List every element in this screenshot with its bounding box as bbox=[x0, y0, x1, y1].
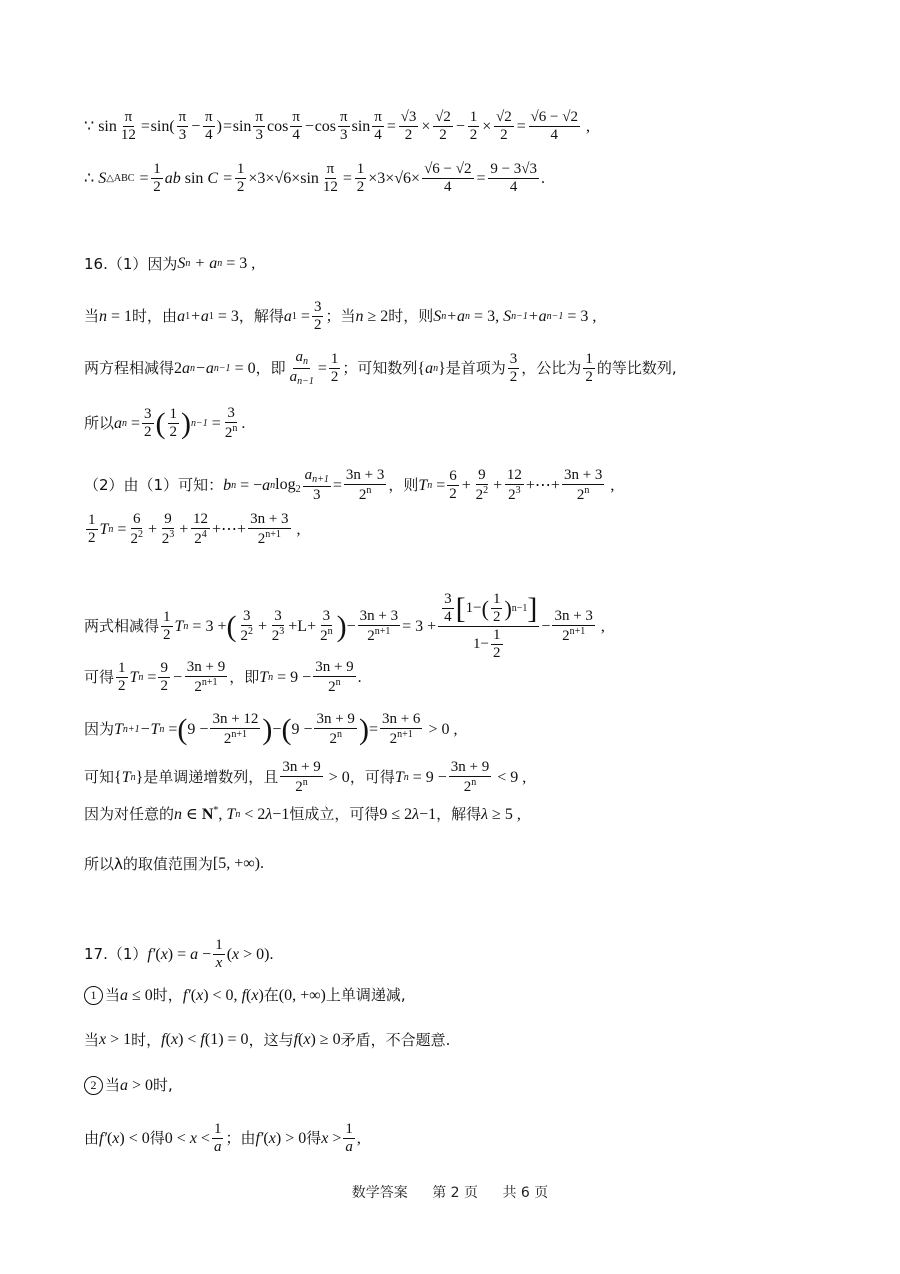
q16-label: 16.（1）因为 bbox=[84, 254, 178, 273]
q16-step-2: 两方程相减得 2 a n −a n−1 = 0 ，即 $\frac{a_n}{a_{n-1}}$ = $\frac{1}{2}$ ；可知数列 { a n } 是首项为 $\frac{3}{2}$ ，公比为 $\frac{1}{2}$ 的等比数列, bbox=[84, 349, 677, 387]
q16-part2-step-2: $\frac{1}{2}$ T n = $\frac{6}{2^2}$ + $\frac{9}{2^3}$ + $\frac{12}{2^4}$ +⋯+ $\frac{3n + 3}{2^{n+1}}$ , bbox=[88, 511, 301, 547]
footer-page-number: 第 2 页 bbox=[432, 1185, 478, 1201]
q16-step-1: 当 n = 1 时，由 a 1 +a 1 = 3 ，解得 a 1 = $\frac{3}{2}$ ；当 n ≥ 2 时，则 S n +a n = 3, S n−1 +a n−1 = 3 , bbox=[84, 299, 597, 333]
q16-part2-step-5: 因为 T n+1 −T n = ( 9 − $\frac{3n + 12}{2^{n+1}}$ ) − ( 9 − $\frac{3n + 9}{2^n}$ ) = $\frac{3n + 6}{2^{n+1}}$ > 0 , bbox=[84, 711, 458, 747]
q17-case-1: 1 当 a ≤ 0 时， f′ ( x ) < 0, f ( x ) 在 (0, +∞) 上单调递减, bbox=[84, 986, 406, 1005]
footer-subject: 数学答案 bbox=[351, 1185, 408, 1201]
footer-total-pages: 共 6 页 bbox=[502, 1185, 549, 1201]
page-footer bbox=[0, 1182, 900, 1202]
q17-label: 17.（1） bbox=[84, 945, 148, 963]
q16-part2-step-7: 因为对任意的 n ∈ N*, T n < 2 λ −1 恒成立，可得 9 ≤ 2 λ −1 ，解得 λ ≥ 5 , bbox=[84, 805, 521, 823]
q16-part2-step-1: （2）由（1）可知： b n = − a n $\log_2$ $\frac{a_{n+1}}{3}$ = $\frac{3n + 3}{2^n}$ ，则 T n = $\frac{6}{2}$ + $\frac{9}{2^2}$ + $\frac{12}{2^3}$ +⋯+ $\frac{3n + 3}{2^n}$ , bbox=[84, 467, 615, 503]
circled-1-icon: 1 bbox=[84, 986, 103, 1005]
q17-case-2-step: 由 f′ ( x ) < 0 得 0 < x < $\frac{1}{a}$ ；由 f′ ( x ) > 0 得 x > $\frac{1}{a}$ , bbox=[84, 1121, 361, 1155]
q17-intro: 17.（1） f′ ( x ) = a − $\frac{1}{x}$ ( x > 0). bbox=[84, 937, 274, 971]
q17-case-2: 2 当 a > 0 时, bbox=[84, 1076, 173, 1095]
circled-2-icon: 2 bbox=[84, 1076, 103, 1095]
q17-case-1-check: 当 x > 1 时， f ( x ) < f (1) = 0 ，这与 f ( x ) ≥ 0 矛盾，不合题意. bbox=[84, 1030, 451, 1049]
proof-line-area: ∴ S △ABC = $\frac{1}{2}$ ab sin C = $\frac{1}{2}$ ×3×√6×sin $\frac{\pi}{12}$ = $\frac{1}{2}$ ×3×√6× $\frac{√6 - √2}{4}$ = $\frac{9 - 3√3}{4}$ . bbox=[84, 161, 546, 195]
q16-part2-step-4: 可得 $\frac{1}{2}$ T n = $\frac{9}{2}$ − $\frac{3n + 9}{2^{n+1}}$ ，即 T n = 9 − $\frac{3n + 9}{2^n}$ . bbox=[84, 659, 362, 695]
q16-part2-step-3: 两式相减得 $\frac{1}{2}$ T n = 3 + ( $\frac{3}{2^2}$ + $\frac{3}{2^3}$ +L+ $\frac{3}{2^n}$ ) − $\frac{3n + 3}{2^{n+1}}$ = 3 + $\frac{3}{4}$ [ 1− ( $\frac{1}{2}$ ) n−1 ] 1− $\frac{1}{2}$ − $\frac{3n + 3}{2^{n+1}}$ , bbox=[84, 591, 605, 661]
q16-part2-step-6: 可知 { T n } 是单调递增数列，且 $\frac{3n + 9}{2^n}$ > 0 ，可得 T n = 9 − $\frac{3n + 9}{2^n}$ < 9 , bbox=[84, 759, 527, 795]
q16-step-3: 所以 a n = $\frac{3}{2}$ ( $\frac{1}{2}$ ) n−1 = $\frac{3}{2^n}$ . bbox=[84, 405, 246, 441]
q16-conclusion: 所以λ的取值范围为 [5, +∞). bbox=[84, 854, 264, 873]
q16-intro: 16.（1）因为 S n + a n = 3 , bbox=[84, 254, 256, 273]
proof-line-sin-pi-12: ∵ sin $\frac{\pi}{12}$ = sin( $\frac{\pi}{3}$ − $\frac{\pi}{4}$ ) = sin $\frac{\pi}{3}$ cos $\frac{\pi}{4}$ − cos $\frac{\pi}{3}$ sin $\frac{\pi}{4}$ = $\frac{√3}{2}$ × $\frac{√2}{2}$ − $\frac{1}{2}$ × $\frac{√2}{2}$ = $\frac{√6 - √2}{4}$ , bbox=[84, 109, 590, 143]
